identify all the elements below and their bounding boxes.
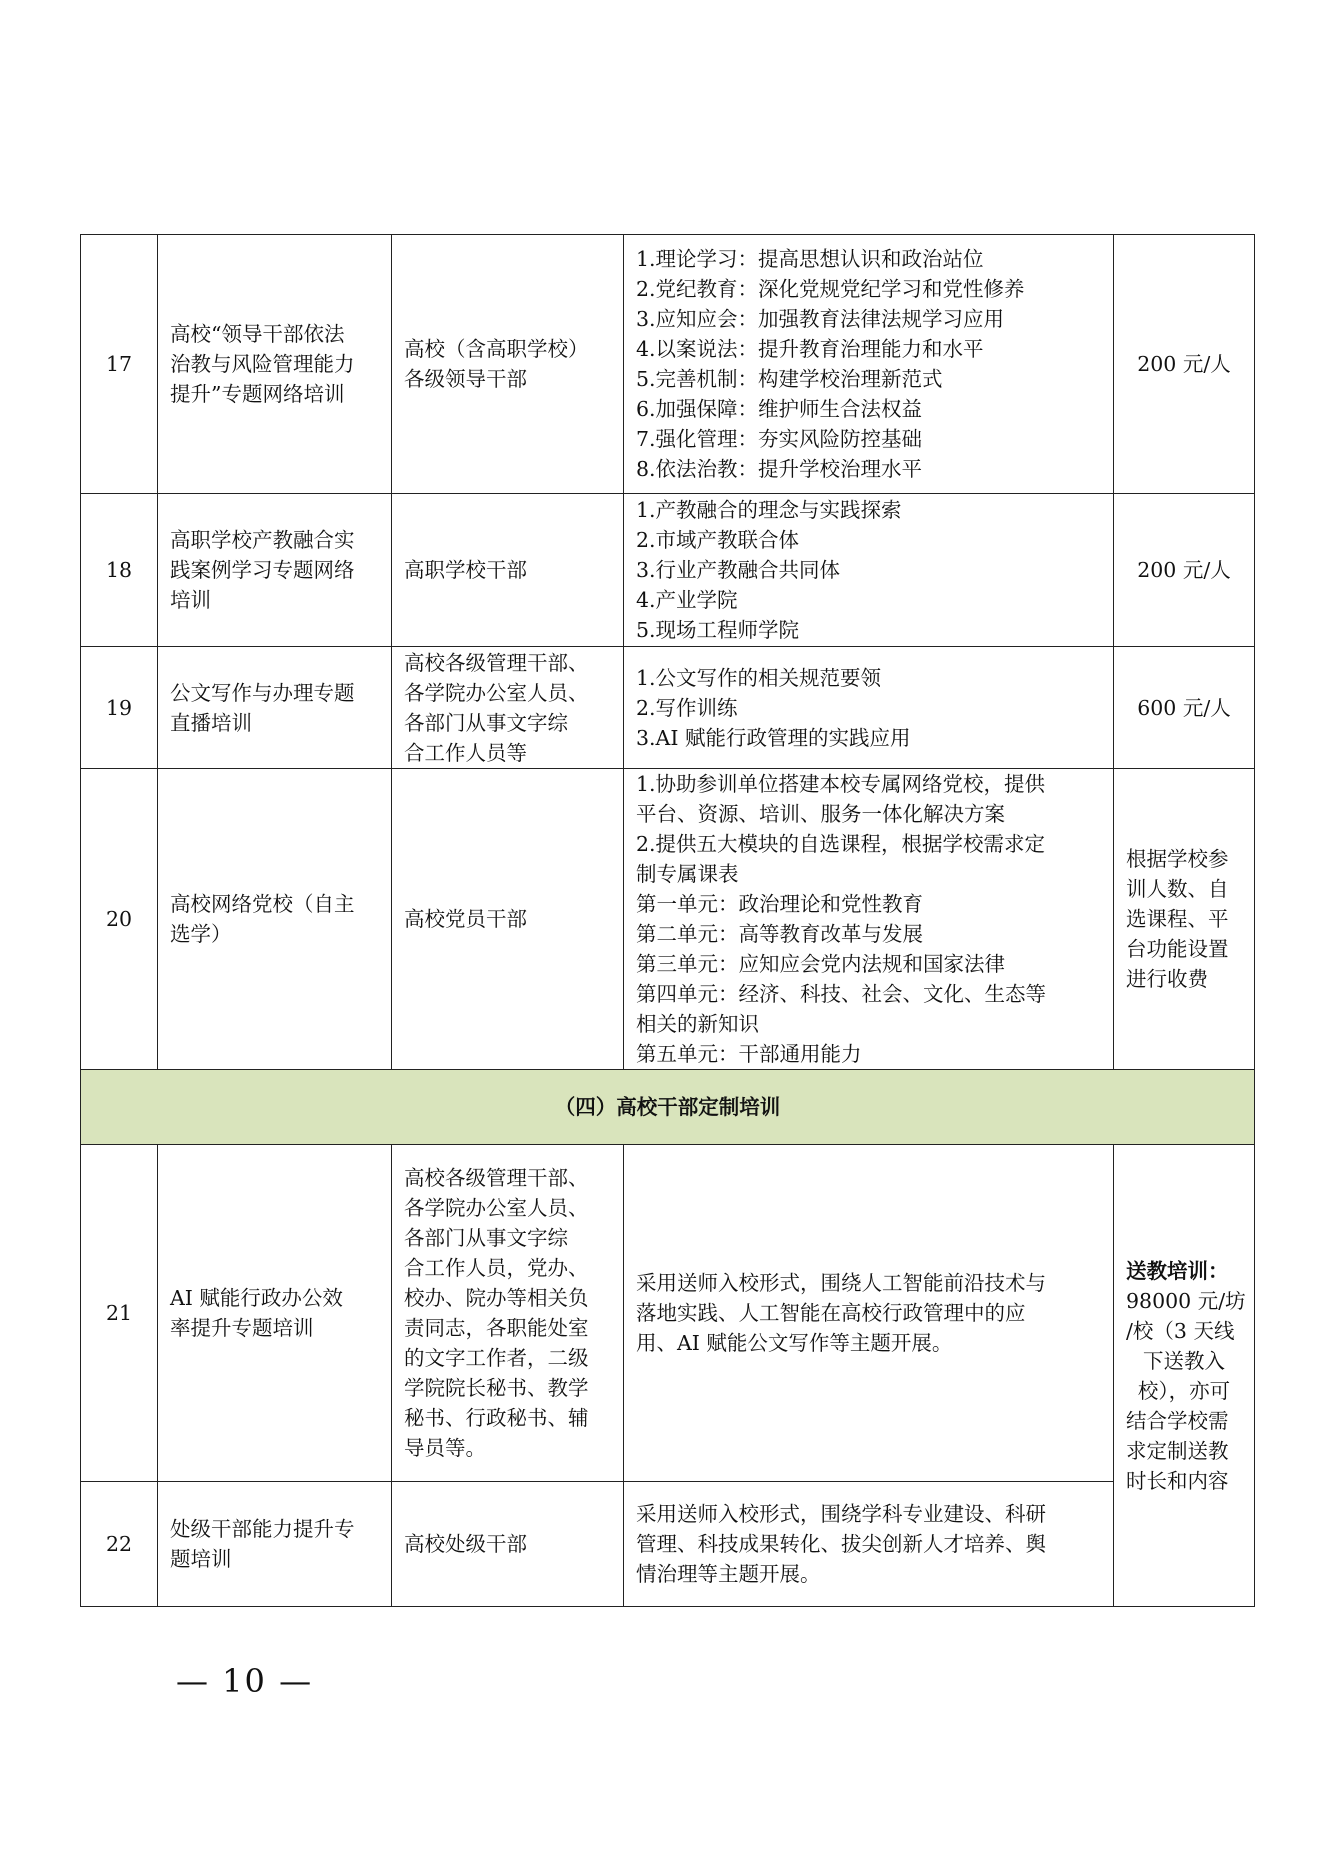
target-audience: 高校党员干部: [392, 769, 624, 1070]
course-name: 处级干部能力提升专 题培训: [158, 1482, 392, 1607]
course-name: AI 赋能行政办公效 率提升专题培训: [158, 1145, 392, 1482]
target-audience: 高校各级管理干部、 各学院办公室人员、 各部门从事文字综 合工作人员，党办、 校办、院办等相关负 责同志，各职能处室 的文字工作者，二级 学院院长秘书、教学 秘书、行政秘书、辅 导员等。: [392, 1145, 624, 1482]
price: 200 元/人: [1114, 494, 1255, 647]
table-row: [81, 647, 1255, 769]
section-header-row: [81, 1070, 1255, 1145]
page-number: — 10 —: [176, 1662, 314, 1700]
course-content: 1.理论学习：提高思想认识和政治站位 2.党纪教育：深化党规党纪学习和党性修养 3.应知应会：加强教育法律法规学习应用 4.以案说法：提升教育治理能力和水平 5.完善机制：构建学校治理新范式 6.加强保障：维护师生合法权益 7.强化管理：夯实风险防控基础 8.依法治教：提升学校治理水平: [624, 235, 1114, 494]
table-row: [81, 769, 1255, 1070]
row-number: 21: [81, 1145, 158, 1482]
table-row: [81, 494, 1255, 647]
price: 根据学校参 训人数、自 选课程、平 台功能设置 进行收费: [1114, 769, 1255, 1070]
course-name: 高校“领导干部依法 治教与风险管理能力 提升”专题网络培训: [158, 235, 392, 494]
row-number: 22: [81, 1482, 158, 1607]
course-content: 1.协助参训单位搭建本校专属网络党校，提供 平台、资源、培训、服务一体化解决方案 2.提供五大模块的自选课程，根据学校需求定 制专属课表 第一单元：政治理论和党性教育 第二单元：高等教育改革与发展 第三单元：应知应会党内法规和国家法律 第四单元：经济、科技、社会、文化、生态等 相关的新知识 第五单元：干部通用能力: [624, 769, 1114, 1070]
course-content: 1.公文写作的相关规范要领 2.写作训练 3.AI 赋能行政管理的实践应用: [624, 647, 1114, 769]
course-content: 1.产教融合的理念与实践探索 2.市域产教联合体 3.行业产教融合共同体 4.产业学院 5.现场工程师学院: [624, 494, 1114, 647]
target-audience: 高校各级管理干部、 各学院办公室人员、 各部门从事文字综 合工作人员等: [392, 647, 624, 769]
target-audience: 高职学校干部: [392, 494, 624, 647]
table-row: [81, 235, 1255, 494]
shared-price: 送教培训： 98000 元/坊 /校（3 天线 下送教入 校），亦可 结合学校需 求定制送教 时长和内容: [1114, 1145, 1255, 1607]
target-audience: 高校处级干部: [392, 1482, 624, 1607]
training-table: [80, 234, 1255, 1607]
course-content: 采用送师入校形式，围绕人工智能前沿技术与 落地实践、人工智能在高校行政管理中的应 用、AI 赋能公文写作等主题开展。: [624, 1145, 1114, 1482]
course-content: 采用送师入校形式，围绕学科专业建设、科研 管理、科技成果转化、拔尖创新人才培养、舆 情治理等主题开展。: [624, 1482, 1114, 1607]
row-number: 20: [81, 769, 158, 1070]
section-title: （四）高校干部定制培训: [81, 1070, 1255, 1145]
row-number: 19: [81, 647, 158, 769]
table-row: [81, 1145, 1255, 1482]
row-number: 18: [81, 494, 158, 647]
table-row: [81, 1482, 1255, 1607]
row-number: 17: [81, 235, 158, 494]
price: 600 元/人: [1114, 647, 1255, 769]
course-name: 公文写作与办理专题 直播培训: [158, 647, 392, 769]
course-name: 高校网络党校（自主 选学）: [158, 769, 392, 1070]
target-audience: 高校（含高职学校） 各级领导干部: [392, 235, 624, 494]
price: 200 元/人: [1114, 235, 1255, 494]
course-name: 高职学校产教融合实 践案例学习专题网络 培训: [158, 494, 392, 647]
